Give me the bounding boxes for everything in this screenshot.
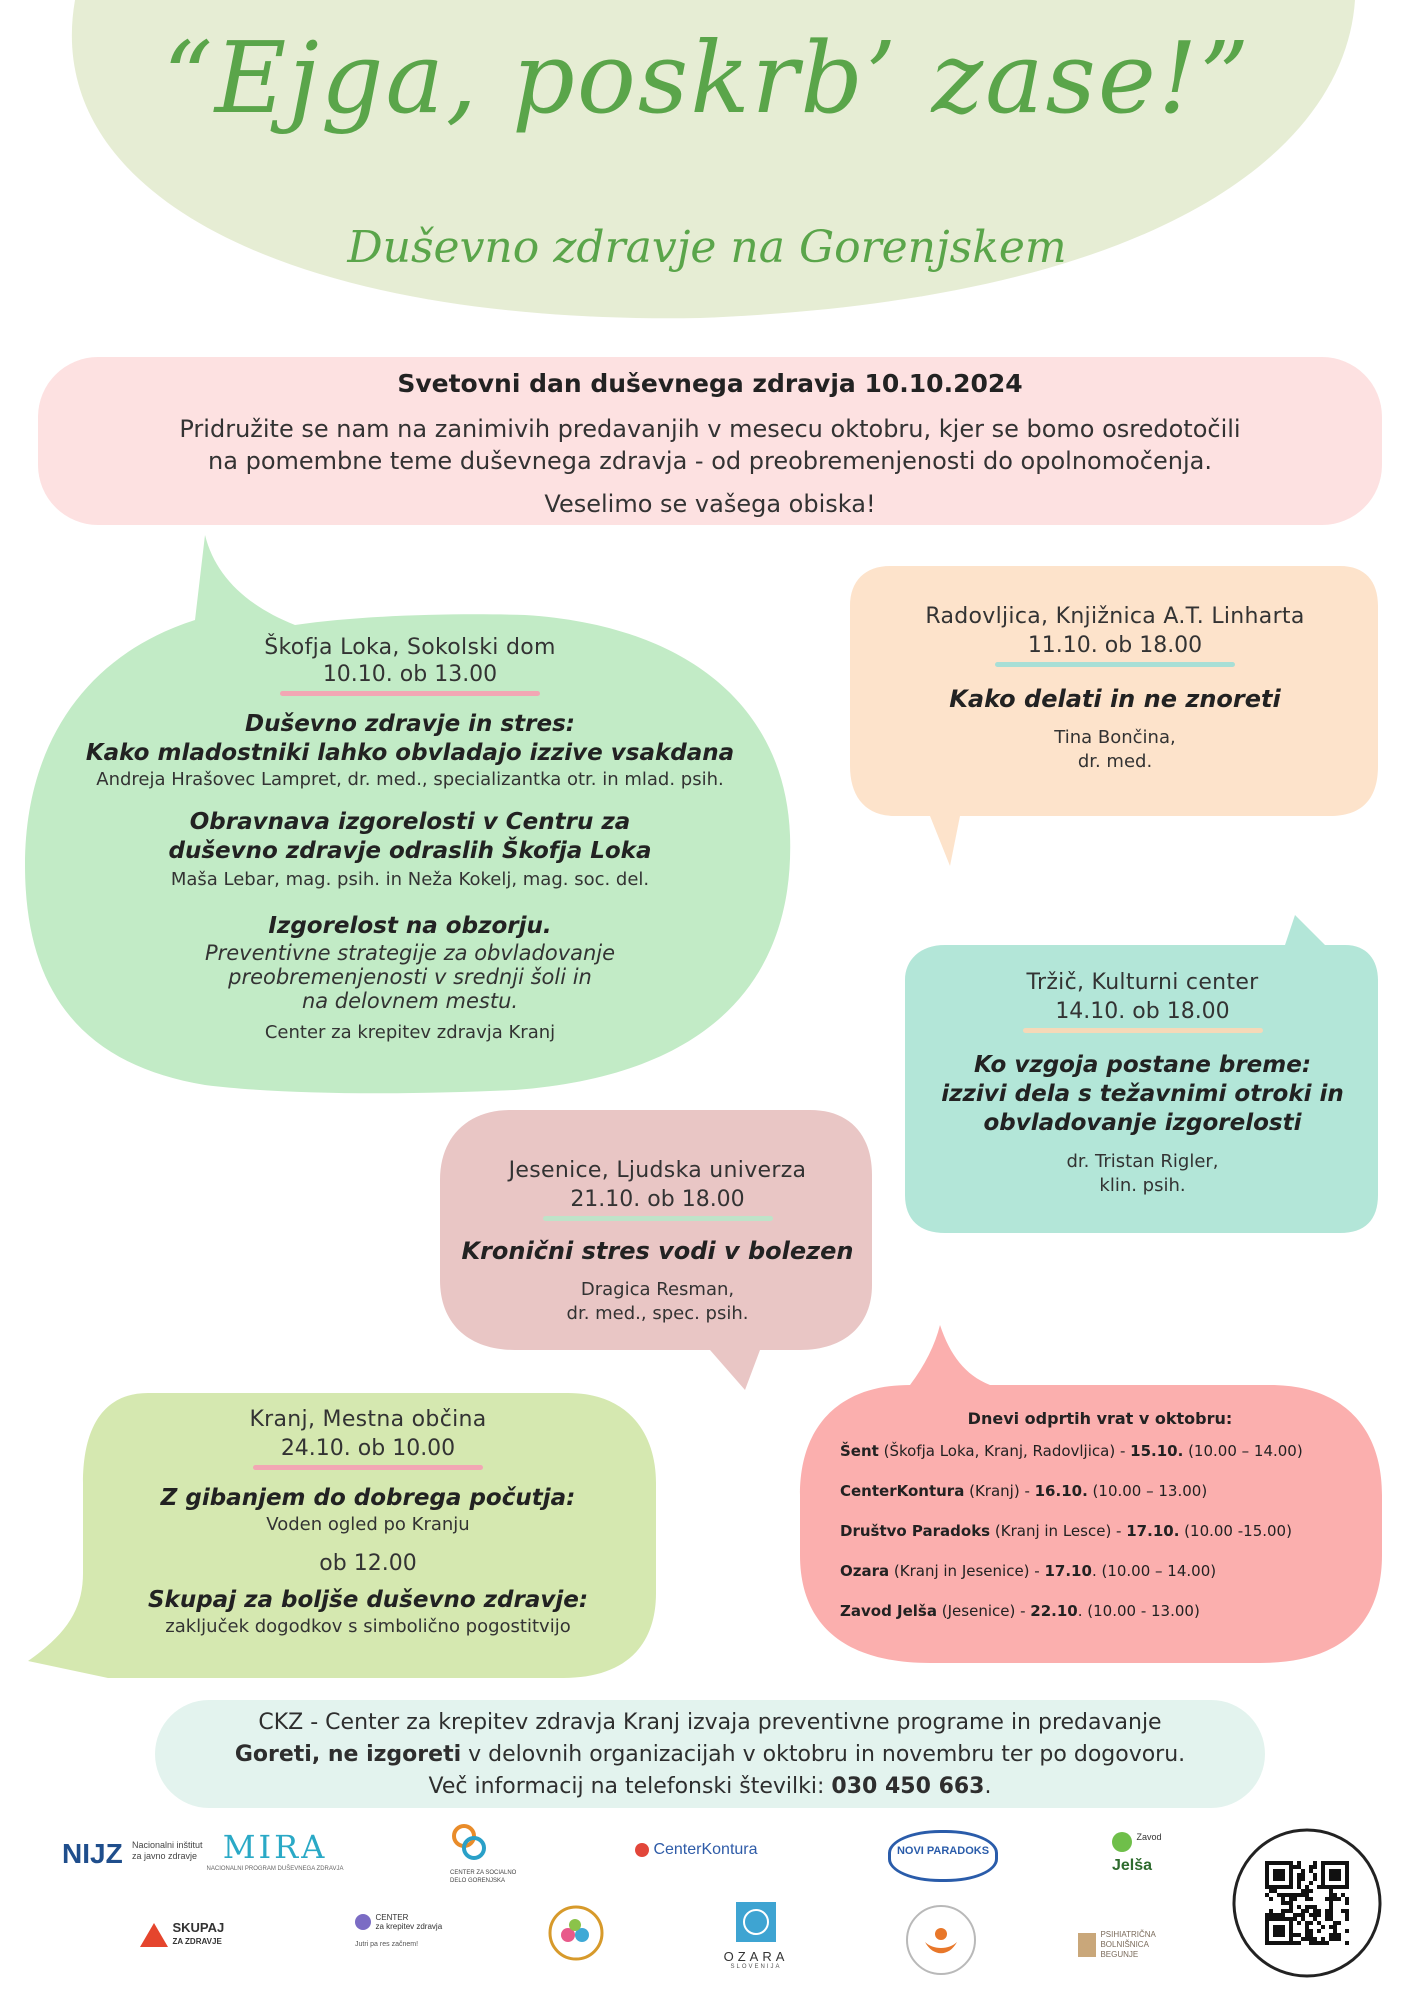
open-day-place: (Kranj) - bbox=[964, 1482, 1035, 1500]
open-day-name: Društvo Paradoks bbox=[840, 1522, 991, 1540]
open-day-name: Ozara bbox=[840, 1562, 890, 1580]
skofja-underline bbox=[280, 691, 540, 696]
jelsa-logo-text: Jelša bbox=[1112, 1857, 1153, 1874]
footer-line-2-text: v delovnih organizacijah v oktobru in novembru ter po dogovoru. bbox=[461, 1742, 1186, 1767]
skofja-talk-3-sub-1: Preventivne strategije za obvladovanje bbox=[204, 941, 616, 965]
skofja-talk-1-title-b: Kako mladostniki lahko obvladajo izzive vsakdana bbox=[85, 740, 735, 766]
skofja-talk-1-speaker: Andreja Hrašovec Lampret, dr. med., specializantka otr. in mlad. psih. bbox=[96, 769, 724, 790]
footer-program-name: Goreti, ne izgoreti bbox=[234, 1742, 462, 1767]
footer-line-3 bbox=[155, 1774, 1265, 1799]
skofja-location: Škofja Loka, Sokolski dom bbox=[264, 635, 556, 660]
jesenice-speaker-2: dr. med., spec. psih. bbox=[566, 1303, 749, 1324]
radovljica-speaker-2: dr. med. bbox=[1077, 751, 1153, 772]
page-subtitle: Duševno zdravje na Gorenjskem bbox=[347, 222, 1067, 273]
event-skofja-loka bbox=[25, 535, 795, 1095]
csd-logo-text: CENTER ZA SOCIALNO DELO GORENJSKA bbox=[450, 1870, 517, 1884]
radovljica-title: Kako delati in ne znoreti bbox=[949, 685, 1281, 713]
mira-logo bbox=[205, 1828, 345, 1872]
open-day-date: 22.10 bbox=[1030, 1602, 1078, 1620]
open-day-date: 15.10. bbox=[1130, 1442, 1184, 1460]
skofja-talk-3-sub-2: preobremenjenosti v srednji šoli in bbox=[228, 965, 592, 989]
jesenice-speaker-1: Dragica Resman, bbox=[580, 1279, 735, 1300]
event-kranj bbox=[28, 1393, 658, 1683]
kranj-time: 24.10. ob 10.00 bbox=[280, 1436, 456, 1461]
trzic-title-3: obvladovanje izgorelosti bbox=[983, 1110, 1302, 1136]
open-day-row bbox=[840, 1521, 1360, 1541]
trzic-underline bbox=[1023, 1028, 1263, 1033]
nijz-logo bbox=[62, 1838, 203, 1870]
nijz-logo-sub-1: Nacionalni inštitut bbox=[132, 1840, 203, 1850]
centerkontura-logo bbox=[635, 1841, 758, 1859]
radovljica-time: 11.10. ob 18.00 bbox=[1027, 633, 1203, 658]
open-day-hours: . (10.00 - 13.00) bbox=[1077, 1602, 1200, 1620]
open-days bbox=[800, 1325, 1385, 1665]
page-title: “Ejga, poskrb’ zase!” bbox=[162, 22, 1252, 136]
open-day-row bbox=[840, 1481, 1360, 1501]
event-trzic bbox=[905, 915, 1380, 1235]
intro-line-1: Pridružite se nam na zanimivih predavanjih v mesecu oktobru, kjer se bomo osredotočili bbox=[179, 415, 1241, 443]
nijz-logo-sub-2: za javno zdravje bbox=[132, 1851, 198, 1861]
open-day-place: (Kranj in Lesce) - bbox=[990, 1522, 1127, 1540]
open-day-name: Šent bbox=[840, 1442, 879, 1460]
open-days-heading: Dnevi odprtih vrat v oktobru: bbox=[967, 1409, 1233, 1428]
skupaj-za-zdravje-logo bbox=[140, 1922, 224, 1948]
ckz-logo bbox=[355, 1913, 445, 1948]
csd-logo bbox=[450, 1822, 540, 1885]
trzic-time: 14.10. ob 18.00 bbox=[1055, 999, 1230, 1024]
radovljica-location: Radovljica, Knjižnica A.T. Linharta bbox=[925, 604, 1305, 629]
qr-code bbox=[1232, 1828, 1382, 1978]
open-day-row bbox=[840, 1601, 1360, 1621]
ozara-logo-text: OZARA bbox=[723, 1949, 789, 1964]
mira-logo-sub: NACIONALNI PROGRAM DUŠEVNEGA ZDRAVJA bbox=[206, 1866, 344, 1872]
intro-closing: Veselimo se vašega obiska! bbox=[544, 490, 876, 518]
open-days-list bbox=[840, 1441, 1360, 1621]
kranj-title-1: Z gibanjem do dobrega počutja: bbox=[160, 1485, 576, 1511]
mira-logo-text: MIRA bbox=[222, 1828, 328, 1866]
open-day-name: Zavod Jelša bbox=[840, 1602, 937, 1620]
footer-line-1: CKZ - Center za krepitev zdravja Kranj izvaja preventivne programe in predavanje bbox=[258, 1710, 1162, 1735]
jesenice-time: 21.10. ob 18.00 bbox=[570, 1187, 745, 1212]
zavod-jelsa-logo bbox=[1112, 1832, 1172, 1875]
skupaj-logo-text-2: ZA ZDRAVJE bbox=[172, 1937, 222, 1946]
csd-icon bbox=[450, 1822, 490, 1864]
footer-info-box bbox=[155, 1700, 1265, 1808]
event-radovljica bbox=[850, 566, 1380, 866]
sent-logo bbox=[903, 1902, 979, 1978]
open-day-row bbox=[840, 1441, 1360, 1461]
ckz-icon bbox=[355, 1914, 371, 1930]
trzic-speaker-2: klin. psih. bbox=[1099, 1175, 1186, 1196]
centerkontura-icon bbox=[635, 1843, 649, 1857]
open-day-place: (Škofja Loka, Kranj, Radovljica) - bbox=[878, 1442, 1131, 1460]
skofja-talk-3-speaker: Center za krepitev zdravja Kranj bbox=[264, 1022, 556, 1043]
jesenice-location: Jesenice, Ljudska univerza bbox=[508, 1158, 807, 1183]
footer-line-2 bbox=[155, 1742, 1265, 1767]
jelsa-leaf-icon bbox=[1112, 1832, 1132, 1852]
intro-heading: Svetovni dan duševnega zdravja 10.10.2024 bbox=[397, 369, 1023, 398]
trzic-title-1: Ko vzgoja postane breme: bbox=[973, 1052, 1312, 1078]
bolnisnica-icon bbox=[1078, 1933, 1096, 1957]
ckz-logo-tagline: Jutri pa res začnem! bbox=[355, 1941, 419, 1949]
open-day-hours: . (10.00 – 14.00) bbox=[1091, 1562, 1217, 1580]
kranj-sub-1: Voden ogled po Kranju bbox=[266, 1514, 470, 1535]
open-day-date: 17.10 bbox=[1044, 1562, 1092, 1580]
psihiatricna-bolnisnica-logo bbox=[1078, 1930, 1156, 1960]
skofja-talk-2-title-b: duševno zdravje odraslih Škofja Loka bbox=[168, 838, 652, 864]
open-day-place: (Kranj in Jesenice) - bbox=[889, 1562, 1045, 1580]
community-center-logo bbox=[548, 1905, 604, 1961]
novi-paradoks-logo-text: NOVI PARADOKS bbox=[896, 1845, 990, 1857]
open-day-place: (Jesenice) - bbox=[937, 1602, 1031, 1620]
open-day-hours: (10.00 -15.00) bbox=[1179, 1522, 1292, 1540]
open-day-hours: (10.00 – 13.00) bbox=[1087, 1482, 1208, 1500]
nijz-logo-text: NIJZ bbox=[62, 1838, 123, 1869]
trzic-speaker-1: dr. Tristan Rigler, bbox=[1066, 1151, 1219, 1172]
skofja-talk-1-title-a: Duševno zdravje in stres: bbox=[245, 711, 575, 737]
open-day-name: CenterKontura bbox=[840, 1482, 965, 1500]
intro-box bbox=[38, 357, 1382, 525]
skofja-time: 10.10. ob 13.00 bbox=[322, 662, 498, 687]
centerkontura-logo-text: CenterKontura bbox=[653, 1841, 758, 1858]
ckz-logo-text-2: za krepitev zdravja bbox=[375, 1922, 443, 1931]
kranj-underline bbox=[253, 1465, 483, 1470]
skofja-talk-3-title: Izgorelost na obzorju. bbox=[268, 913, 552, 939]
skupaj-logo-text-1: SKUPAJ bbox=[172, 1920, 225, 1935]
kranj-time-2: ob 12.00 bbox=[319, 1551, 417, 1576]
kranj-sub-2: zaključek dogodkov s simbolično pogostitvijo bbox=[165, 1616, 571, 1637]
footer-phone: 030 450 663 bbox=[831, 1774, 985, 1799]
ckz-logo-text-1: CENTER bbox=[375, 1913, 409, 1922]
jesenice-underline bbox=[543, 1216, 773, 1221]
bolnisnica-logo-text-3: BEGUNJE bbox=[1100, 1950, 1139, 1959]
skofja-talk-2-speaker: Maša Lebar, mag. psih. in Neža Kokelj, mag. soc. del. bbox=[170, 869, 650, 890]
jelsa-logo-zavod: Zavod bbox=[1136, 1832, 1162, 1842]
jesenice-title: Kronični stres vodi v bolezen bbox=[461, 1237, 854, 1265]
open-day-row bbox=[840, 1561, 1360, 1581]
skofja-talk-2-title-a: Obravnava izgorelosti v Centru za bbox=[189, 809, 631, 835]
kranj-title-2: Skupaj za boljše duševno zdravje: bbox=[147, 1587, 589, 1613]
footer-line-3-text: Več informacij na telefonski številki: bbox=[428, 1774, 832, 1799]
kranj-location: Kranj, Mestna občina bbox=[249, 1407, 487, 1432]
open-day-date: 16.10. bbox=[1034, 1482, 1088, 1500]
trzic-title-2: izzivi dela s težavnimi otroki in bbox=[941, 1081, 1344, 1107]
bolnisnica-logo-text-1: PSIHIATRIČNA bbox=[1100, 1930, 1156, 1939]
open-day-hours: (10.00 – 14.00) bbox=[1183, 1442, 1303, 1460]
ozara-logo-sub: SLOVENIJA bbox=[730, 1964, 782, 1970]
ozara-icon bbox=[734, 1900, 778, 1944]
skupaj-icon bbox=[140, 1923, 168, 1947]
intro-line-2: na pomembne teme duševnega zdravja - od preobremenjenosti do opolnomočenja. bbox=[208, 447, 1212, 475]
footer-line-3-end: . bbox=[984, 1774, 992, 1799]
skofja-talk-3-sub-3: na delovnem mestu. bbox=[301, 989, 519, 1013]
radovljica-speaker-1: Tina Bončina, bbox=[1054, 727, 1176, 748]
trzic-location: Tržič, Kulturni center bbox=[1026, 970, 1259, 995]
novi-paradoks-logo bbox=[888, 1830, 998, 1882]
open-day-date: 17.10. bbox=[1126, 1522, 1180, 1540]
ozara-logo bbox=[720, 1900, 792, 1970]
radovljica-underline bbox=[995, 662, 1235, 667]
bolnisnica-logo-text-2: BOLNIŠNICA bbox=[1100, 1940, 1149, 1949]
